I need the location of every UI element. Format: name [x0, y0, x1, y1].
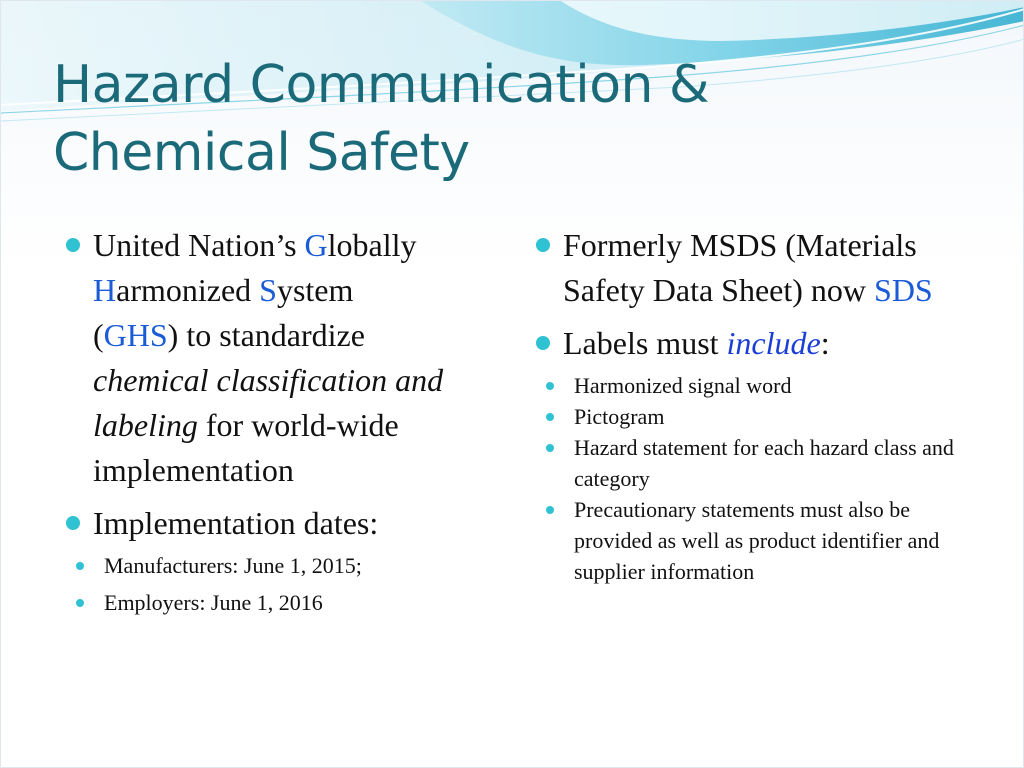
text-segment: lobally — [327, 227, 417, 263]
highlight-ghs: GHS — [103, 317, 168, 353]
list-item — [533, 370, 973, 401]
left-column — [63, 223, 503, 618]
right-column — [533, 223, 973, 587]
bullet-msds — [533, 223, 973, 313]
bullet-dot-icon — [76, 599, 84, 607]
highlight-sds: SDS — [874, 272, 933, 308]
bullet-ghs — [63, 223, 503, 493]
list-item — [63, 550, 503, 581]
highlight-letter-s: S — [259, 272, 277, 308]
list-item-text: Pictogram — [574, 404, 665, 429]
bullet-implementation-dates — [63, 501, 503, 546]
bullet-dot-icon — [76, 562, 84, 570]
list-item — [533, 494, 973, 587]
text-segment: ) to standardize — [167, 317, 365, 353]
italic-phrase: chemical classification and labeling — [93, 362, 444, 443]
title-line-2: Chemical Safety — [53, 123, 470, 183]
bullet-dot-icon — [546, 444, 554, 452]
label-requirements-list — [533, 370, 973, 587]
bullet-dot-icon — [66, 516, 80, 530]
text-segment: : — [820, 325, 830, 361]
implementation-dates-label: Implementation dates: — [93, 505, 379, 541]
text-segment: ( — [93, 317, 104, 353]
implementation-dates-list — [63, 550, 503, 618]
list-item — [533, 432, 973, 494]
title-line-1: Hazard Communication & — [53, 55, 710, 115]
bullet-dot-icon — [536, 238, 550, 252]
text-segment: Formerly MSDS (Materials Safety Data Sheet) now — [563, 227, 917, 308]
text-segment: Labels must — [563, 325, 727, 361]
list-item-text: Hazard statement for each hazard class and category — [574, 435, 954, 491]
bullet-dot-icon — [546, 413, 554, 421]
text-segment: for world-wide implementation — [93, 407, 399, 488]
highlight-letter-g: G — [304, 227, 328, 263]
bullet-labels — [533, 321, 973, 366]
highlight-letter-h: H — [93, 272, 117, 308]
text-segment: armonized — [116, 272, 260, 308]
list-item — [63, 587, 503, 618]
text-segment: ystem — [276, 272, 354, 308]
list-item-text: Precautionary statements must also be provided as well as product identifier and supplier information — [574, 497, 940, 584]
list-item — [533, 401, 973, 432]
list-item-text: Employers: June 1, 2016 — [104, 590, 323, 615]
bullet-dot-icon — [546, 382, 554, 390]
list-item-text: Manufacturers: June 1, 2015; — [104, 553, 362, 578]
list-item-text: Harmonized signal word — [574, 373, 792, 398]
bullet-dot-icon — [546, 506, 554, 514]
slide-title — [53, 51, 953, 187]
bullet-dot-icon — [536, 336, 550, 350]
bullet-dot-icon — [66, 238, 80, 252]
text-segment: United Nation’s — [93, 227, 305, 263]
highlight-include: include — [726, 325, 821, 361]
